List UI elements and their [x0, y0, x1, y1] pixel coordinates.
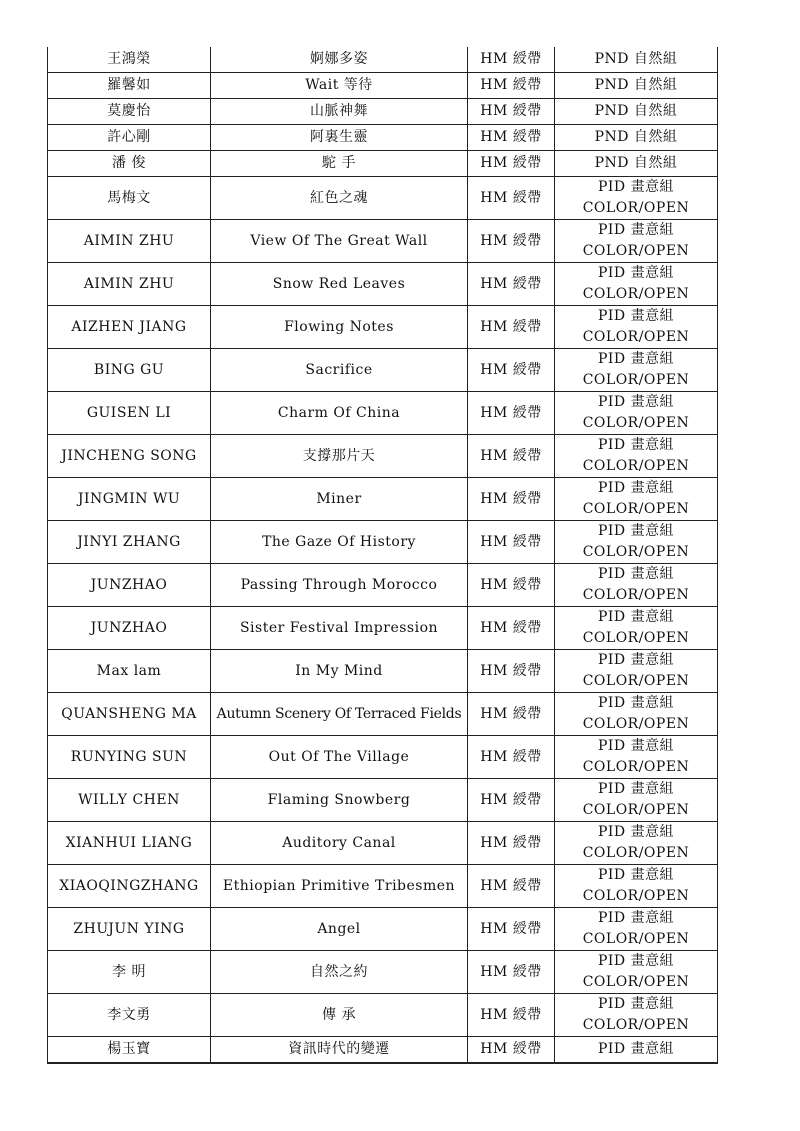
- category-line: PID 畫意組: [597, 996, 675, 1012]
- award-cell: HM 綬帶: [468, 263, 555, 306]
- category-cell: [555, 521, 718, 564]
- author-name-cell: JUNZHAO: [48, 607, 211, 650]
- work-title-cell: Auditory Canal: [211, 822, 468, 865]
- table-row: [48, 736, 718, 779]
- category-line: PID 畫意組: [597, 351, 675, 367]
- category-line: PID 畫意組: [597, 609, 675, 625]
- author-name-cell: JUNZHAO: [48, 564, 211, 607]
- table-row: [48, 47, 718, 73]
- table-row: [48, 908, 718, 951]
- work-title-cell: 婀娜多姿: [211, 47, 468, 73]
- author-name-cell: ZHUJUN YING: [48, 908, 211, 951]
- category-cell: [555, 736, 718, 779]
- author-name-cell: 羅馨如: [48, 73, 211, 99]
- author-name-cell: QUANSHENG MA: [48, 693, 211, 736]
- category-line: PID 畫意組: [597, 695, 675, 711]
- category-line: COLOR/OPEN: [582, 888, 690, 904]
- work-title-cell: Sister Festival Impression: [211, 607, 468, 650]
- category-line: COLOR/OPEN: [582, 200, 690, 216]
- award-cell: HM 綬帶: [468, 994, 555, 1037]
- category-line: PID 畫意組: [597, 394, 675, 410]
- table-row: [48, 564, 718, 607]
- author-name-cell: XIANHUI LIANG: [48, 822, 211, 865]
- author-name-cell: RUNYING SUN: [48, 736, 211, 779]
- work-title-cell: Wait 等待: [211, 73, 468, 99]
- work-title-cell: View Of The Great Wall: [211, 220, 468, 263]
- category-line: PID 畫意組: [597, 910, 675, 926]
- category-line: PID 畫意組: [597, 222, 675, 238]
- award-cell: HM 綬帶: [468, 151, 555, 177]
- table-row: [48, 99, 718, 125]
- award-cell: HM 綬帶: [468, 306, 555, 349]
- work-title-cell: Angel: [211, 908, 468, 951]
- category-cell: [555, 435, 718, 478]
- table-row: [48, 779, 718, 822]
- category-cell: [555, 779, 718, 822]
- award-cell: HM 綬帶: [468, 392, 555, 435]
- category-line: PND 自然組: [594, 77, 678, 93]
- category-line: COLOR/OPEN: [582, 802, 690, 818]
- category-cell: [555, 607, 718, 650]
- author-name-cell: 莫慶怡: [48, 99, 211, 125]
- author-name-cell: 潘 俊: [48, 151, 211, 177]
- category-line: COLOR/OPEN: [582, 716, 690, 732]
- category-cell: [555, 99, 718, 125]
- category-cell: [555, 151, 718, 177]
- category-line: PID 畫意組: [597, 480, 675, 496]
- category-line: PID 畫意組: [597, 179, 675, 195]
- category-line: PID 畫意組: [597, 738, 675, 754]
- category-line: COLOR/OPEN: [582, 1017, 690, 1033]
- category-cell: [555, 908, 718, 951]
- awards-table-body: [48, 47, 718, 1063]
- award-cell: HM 綬帶: [468, 349, 555, 392]
- category-line: PND 自然組: [594, 103, 678, 119]
- work-title-cell: In My Mind: [211, 650, 468, 693]
- category-line: COLOR/OPEN: [582, 845, 690, 861]
- award-cell: HM 綬帶: [468, 125, 555, 151]
- category-cell: [555, 125, 718, 151]
- author-name-cell: AIMIN ZHU: [48, 263, 211, 306]
- category-cell: [555, 349, 718, 392]
- category-line: PND 自然組: [594, 129, 678, 145]
- author-name-cell: 楊玉寶: [48, 1037, 211, 1064]
- table-row: [48, 73, 718, 99]
- work-title-cell: 自然之約: [211, 951, 468, 994]
- category-line: PND 自然組: [594, 51, 678, 67]
- table-row: [48, 349, 718, 392]
- table-row: [48, 306, 718, 349]
- author-name-cell: WILLY CHEN: [48, 779, 211, 822]
- table-row: [48, 650, 718, 693]
- table-row: [48, 478, 718, 521]
- category-line: PID 畫意組: [597, 652, 675, 668]
- table-row: [48, 951, 718, 994]
- work-title-cell: Passing Through Morocco: [211, 564, 468, 607]
- work-title-cell: 阿裏生靈: [211, 125, 468, 151]
- author-name-cell: 許心剛: [48, 125, 211, 151]
- author-name-cell: AIMIN ZHU: [48, 220, 211, 263]
- category-cell: [555, 392, 718, 435]
- table-row: [48, 1037, 718, 1064]
- category-line: COLOR/OPEN: [582, 243, 690, 259]
- category-line: COLOR/OPEN: [582, 415, 690, 431]
- category-line: COLOR/OPEN: [582, 372, 690, 388]
- category-line: COLOR/OPEN: [582, 630, 690, 646]
- award-cell: HM 綬帶: [468, 47, 555, 73]
- author-name-cell: JINYI ZHANG: [48, 521, 211, 564]
- award-cell: HM 綬帶: [468, 736, 555, 779]
- table-row: [48, 693, 718, 736]
- table-row: [48, 392, 718, 435]
- category-line: PID 畫意組: [597, 437, 675, 453]
- work-title-cell: 紅色之魂: [211, 177, 468, 220]
- author-name-cell: GUISEN LI: [48, 392, 211, 435]
- category-line: PID 畫意組: [597, 824, 675, 840]
- category-line: PID 畫意組: [597, 953, 675, 969]
- category-line: COLOR/OPEN: [582, 544, 690, 560]
- category-cell: [555, 177, 718, 220]
- work-title-cell: Flaming Snowberg: [211, 779, 468, 822]
- award-cell: HM 綬帶: [468, 908, 555, 951]
- category-line: PID 畫意組: [597, 867, 675, 883]
- table-row: [48, 435, 718, 478]
- category-line: PID 畫意組: [597, 265, 675, 281]
- category-line: COLOR/OPEN: [582, 286, 690, 302]
- work-title-cell: Snow Red Leaves: [211, 263, 468, 306]
- work-title-cell: Sacrifice: [211, 349, 468, 392]
- award-cell: HM 綬帶: [468, 220, 555, 263]
- category-cell: [555, 822, 718, 865]
- category-cell: [555, 951, 718, 994]
- category-line: COLOR/OPEN: [582, 974, 690, 990]
- author-name-cell: 李文勇: [48, 994, 211, 1037]
- category-line: PID 畫意組: [597, 781, 675, 797]
- author-name-cell: 馬梅文: [48, 177, 211, 220]
- award-cell: HM 綬帶: [468, 99, 555, 125]
- category-cell: [555, 73, 718, 99]
- category-cell: [555, 650, 718, 693]
- work-title-cell: Autumn Scenery Of Terraced Fields: [211, 693, 468, 736]
- category-line: PID 畫意組: [597, 566, 675, 582]
- work-title-cell: 駝 手: [211, 151, 468, 177]
- work-title-cell: Charm Of China: [211, 392, 468, 435]
- category-line: COLOR/OPEN: [582, 501, 690, 517]
- category-cell: [555, 564, 718, 607]
- category-line: PND 自然組: [594, 155, 678, 171]
- work-title-cell: Ethiopian Primitive Tribesmen: [211, 865, 468, 908]
- category-cell: [555, 47, 718, 73]
- author-name-cell: Max lam: [48, 650, 211, 693]
- award-cell: HM 綬帶: [468, 1037, 555, 1064]
- category-cell: [555, 693, 718, 736]
- table-row: [48, 220, 718, 263]
- award-cell: HM 綬帶: [468, 435, 555, 478]
- table-row: [48, 151, 718, 177]
- work-title-cell: Out Of The Village: [211, 736, 468, 779]
- award-cell: HM 綬帶: [468, 779, 555, 822]
- work-title-cell: 支撐那片天: [211, 435, 468, 478]
- work-title-cell: Flowing Notes: [211, 306, 468, 349]
- award-cell: HM 綬帶: [468, 177, 555, 220]
- table-row: [48, 994, 718, 1037]
- author-name-cell: BING GU: [48, 349, 211, 392]
- category-cell: [555, 1037, 718, 1064]
- category-line: COLOR/OPEN: [582, 673, 690, 689]
- work-title-cell: 傳 承: [211, 994, 468, 1037]
- category-cell: [555, 994, 718, 1037]
- award-cell: HM 綬帶: [468, 650, 555, 693]
- work-title-cell: 資訊時代的變遷: [211, 1037, 468, 1064]
- category-line: COLOR/OPEN: [582, 759, 690, 775]
- category-line: COLOR/OPEN: [582, 931, 690, 947]
- award-cell: HM 綬帶: [468, 822, 555, 865]
- award-cell: HM 綬帶: [468, 521, 555, 564]
- author-name-cell: AIZHEN JIANG: [48, 306, 211, 349]
- work-title-cell: The Gaze Of History: [211, 521, 468, 564]
- category-cell: [555, 306, 718, 349]
- award-cell: HM 綬帶: [468, 951, 555, 994]
- category-cell: [555, 478, 718, 521]
- category-line: PID 畫意組: [597, 1041, 675, 1057]
- category-line: PID 畫意組: [597, 308, 675, 324]
- category-cell: [555, 263, 718, 306]
- category-line: PID 畫意組: [597, 523, 675, 539]
- awards-table: [47, 47, 718, 1064]
- author-name-cell: XIAOQINGZHANG: [48, 865, 211, 908]
- award-cell: HM 綬帶: [468, 564, 555, 607]
- award-cell: HM 綬帶: [468, 607, 555, 650]
- award-cell: HM 綬帶: [468, 73, 555, 99]
- author-name-cell: 王鴻榮: [48, 47, 211, 73]
- award-cell: HM 綬帶: [468, 478, 555, 521]
- category-line: COLOR/OPEN: [582, 587, 690, 603]
- author-name-cell: JINCHENG SONG: [48, 435, 211, 478]
- table-row: [48, 607, 718, 650]
- table-row: [48, 822, 718, 865]
- category-cell: [555, 865, 718, 908]
- author-name-cell: 李 明: [48, 951, 211, 994]
- table-row: [48, 263, 718, 306]
- award-cell: HM 綬帶: [468, 693, 555, 736]
- category-line: COLOR/OPEN: [582, 329, 690, 345]
- work-title-cell: Miner: [211, 478, 468, 521]
- table-row: [48, 125, 718, 151]
- table-row: [48, 521, 718, 564]
- award-cell: HM 綬帶: [468, 865, 555, 908]
- table-row: [48, 865, 718, 908]
- category-cell: [555, 220, 718, 263]
- author-name-cell: JINGMIN WU: [48, 478, 211, 521]
- work-title-cell: 山脈神舞: [211, 99, 468, 125]
- table-row: [48, 177, 718, 220]
- category-line: COLOR/OPEN: [582, 458, 690, 474]
